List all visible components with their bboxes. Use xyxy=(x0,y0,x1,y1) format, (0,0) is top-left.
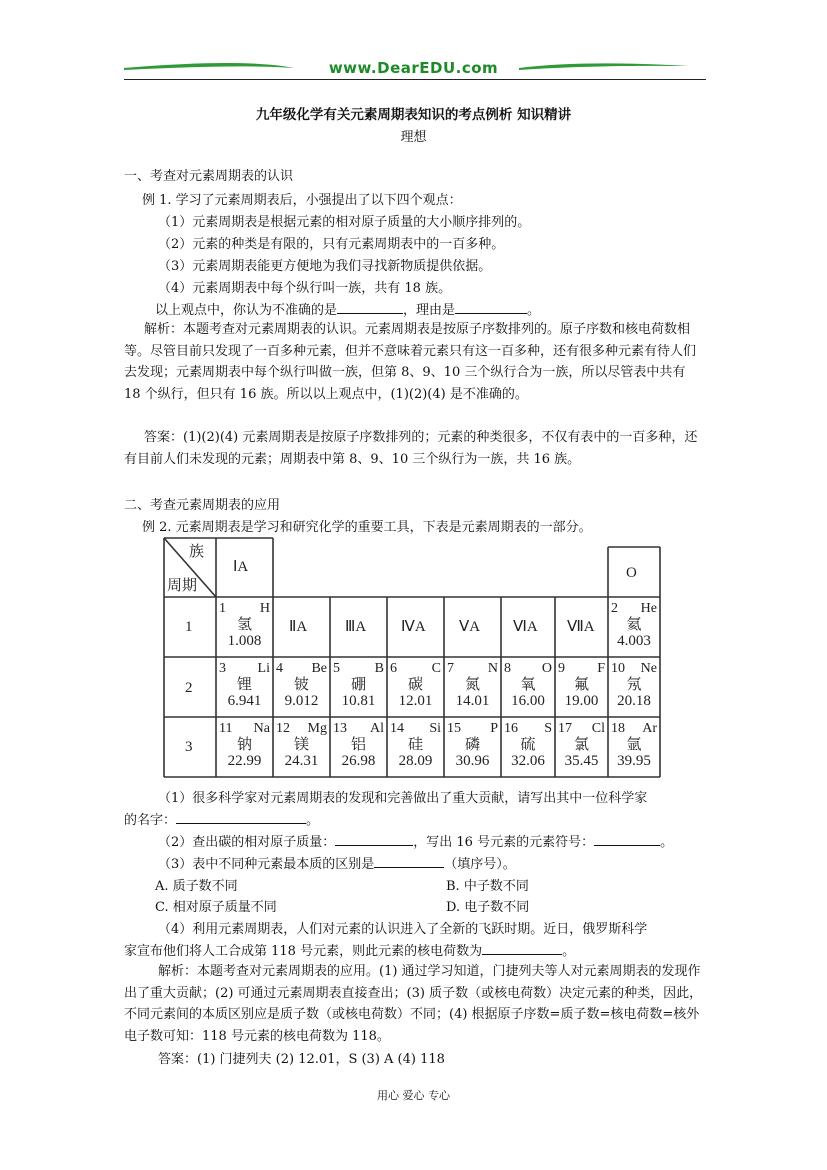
element-cell xyxy=(273,721,330,769)
group-header-5a: ⅤA xyxy=(459,619,481,635)
atomic-number: 18 xyxy=(611,721,625,736)
group-header-6a: ⅥA xyxy=(513,619,538,635)
atomic-mass: 4.003 xyxy=(617,633,651,649)
element-cell xyxy=(444,661,501,709)
element-cell xyxy=(273,661,330,709)
element-name: 磷 xyxy=(464,737,480,753)
example1-answer: 答案：(1)(2)(4) 元素周期表是按原子序数排列的；元素的种类很多，不仅有表中的一百多种，还有目前人们未发现的元素；周期表中第 8、9、10 三个纵行为一族，共 16 族。 xyxy=(124,430,698,467)
element-cell xyxy=(501,661,555,709)
corner-group-label: 族 xyxy=(189,544,205,560)
atomic-number: 6 xyxy=(390,661,397,676)
element-name: 硅 xyxy=(407,737,423,753)
corner-period-label: 周期 xyxy=(167,578,198,594)
element-number-symbol xyxy=(501,661,555,677)
section2-heading: 二、考查元素周期表的应用 xyxy=(124,498,281,513)
answer-blank[interactable] xyxy=(176,809,306,824)
example1-point-1: （1）元素周期表是根据元素的相对原子质量的大小顺序排列的。 xyxy=(158,215,531,230)
element-symbol: Li xyxy=(257,661,270,676)
option-c: C. 相对原子质量不同 xyxy=(155,900,277,915)
option-b: B. 中子数不同 xyxy=(446,879,529,894)
group-header-3a: ⅢA xyxy=(345,619,367,635)
atomic-mass: 6.941 xyxy=(227,693,262,709)
header-divider xyxy=(124,79,706,80)
element-number-symbol xyxy=(444,661,501,677)
atomic-number: 1 xyxy=(219,601,226,616)
example2-analysis: 解析：本题考查对元素周期表的应用。(1) 通过学习知道，门捷列夫等人对元素周期表的发现作出了重大贡献；(2) 可通过元素周期表直接查出；(3) 质子数（或核电荷数）决定元素的种类，因此，不同元素间的本质区别应是质子数（或核电荷数）不同；(4) 根据原子序数=质子数=核电荷数=核外电子数可知：118 号元素的核电荷数为 118。 xyxy=(124,964,703,1044)
atomic-mass: 24.31 xyxy=(284,753,319,769)
option-a: A. 质子数不同 xyxy=(155,879,238,894)
element-name: 氦 xyxy=(626,617,642,633)
atomic-mass: 39.95 xyxy=(617,753,651,769)
group-header-7a: ⅦA xyxy=(567,619,595,635)
element-number-symbol xyxy=(501,721,555,737)
element-name: 锂 xyxy=(236,677,252,693)
q4-line1: （4）利用元素周期表，人们对元素的认识进入了全新的飞跃时期。近日，俄罗斯科学 xyxy=(158,922,648,937)
period-label-2: 2 xyxy=(185,680,193,696)
element-name: 氢 xyxy=(236,617,252,633)
author: 理想 xyxy=(400,130,427,145)
atomic-number: 8 xyxy=(504,661,511,676)
element-number-symbol xyxy=(608,601,660,617)
element-cell xyxy=(330,721,387,769)
atomic-mass: 26.98 xyxy=(341,753,376,769)
atomic-mass: 28.09 xyxy=(398,753,433,769)
element-number-symbol xyxy=(608,721,660,737)
atomic-number: 3 xyxy=(219,661,226,676)
element-cell xyxy=(608,661,660,709)
element-cell xyxy=(608,721,660,769)
atomic-mass: 30.96 xyxy=(455,753,490,769)
element-symbol: N xyxy=(487,661,498,676)
atomic-number: 7 xyxy=(447,661,454,676)
example1-point-4: （4）元素周期表中每个纵行叫一族，共有 18 族。 xyxy=(158,281,452,296)
group-header-2a: ⅡA xyxy=(289,619,308,635)
atomic-number: 5 xyxy=(333,661,340,676)
element-number-symbol xyxy=(555,661,608,677)
element-name: 铝 xyxy=(350,737,366,753)
atomic-mass: 16.00 xyxy=(511,693,545,709)
example1-intro: 例 1. 学习了元素周期表后，小强提出了以下四个观点： xyxy=(142,193,462,208)
element-symbol: Be xyxy=(311,661,327,676)
element-name: 镁 xyxy=(293,737,309,753)
example1-analysis: 解析：本题考查对元素周期表的认识。元素周期表是按原子序数排列的。原子序数和核电荷数相等。尽管目前只发现了一百多种元素，但并不意味着元素只有这一百多种，还有很多种元素有待人们去发现；元素周期表中每个纵行叫做一族，但第 8、9、10 三个纵行合为一族，所以尽管表中共有 18 个纵行，但只有 16 族。所以以上观点中，(1)(2)(4) 是不准确的。 xyxy=(124,322,697,402)
atomic-mass: 20.18 xyxy=(617,693,651,709)
element-number-symbol xyxy=(330,721,387,737)
atomic-mass: 9.012 xyxy=(284,693,319,709)
element-symbol: P xyxy=(490,721,498,736)
example1-point-2: （2）元素的种类是有限的，只有元素周期表中的一百多种。 xyxy=(158,237,505,252)
atomic-number: 16 xyxy=(504,721,518,736)
element-name: 铍 xyxy=(293,677,309,693)
element-number-symbol xyxy=(216,721,273,737)
group-header-4a: ⅣA xyxy=(401,619,426,635)
element-cell xyxy=(216,721,273,769)
atomic-number: 12 xyxy=(276,721,290,736)
element-number-symbol xyxy=(444,721,501,737)
element-symbol: Ne xyxy=(640,661,657,676)
answer-blank[interactable] xyxy=(455,299,527,314)
element-symbol: He xyxy=(640,601,657,616)
element-symbol: Al xyxy=(370,721,384,736)
element-symbol: Na xyxy=(253,721,270,736)
group-header-0: O xyxy=(626,565,637,581)
element-name: 氟 xyxy=(573,677,589,693)
element-number-symbol xyxy=(330,661,387,677)
q1-line2: 的名字： 。 xyxy=(124,809,319,828)
element-name: 硫 xyxy=(520,737,536,753)
example1-question: 以上观点中，你认为不准确的是 ，理由是 。 xyxy=(155,299,540,318)
element-name: 氯 xyxy=(573,737,589,753)
element-name: 氮 xyxy=(464,677,480,693)
element-number-symbol xyxy=(216,601,273,617)
element-cell xyxy=(330,661,387,709)
element-cell xyxy=(501,721,555,769)
element-symbol: Mg xyxy=(307,721,327,736)
element-number-symbol xyxy=(387,661,444,677)
atomic-number: 17 xyxy=(558,721,572,736)
element-symbol: Ar xyxy=(642,721,657,736)
site-name[interactable]: www.DearEDU.com xyxy=(328,59,499,77)
atomic-mass: 22.99 xyxy=(227,753,262,769)
answer-blank[interactable] xyxy=(482,940,562,955)
answer-blank[interactable] xyxy=(374,853,444,868)
element-symbol: O xyxy=(541,661,552,676)
element-name: 氩 xyxy=(626,737,642,753)
page-title: 九年级化学有关元素周期表知识的考点例析 知识精讲 xyxy=(255,107,572,123)
element-symbol: Si xyxy=(429,721,441,736)
q2-line: （2）查出碳的相对原子质量： ，写出 16 号元素的元素符号： 。 xyxy=(158,831,673,850)
element-cell xyxy=(444,721,501,769)
element-cell xyxy=(608,601,660,649)
element-name: 硼 xyxy=(350,677,366,693)
atomic-number: 10 xyxy=(611,661,625,676)
example2-answer: 答案：(1) 门捷列夫 (2) 12.01，S (3) A (4) 118 xyxy=(158,1052,445,1067)
element-symbol: B xyxy=(374,661,384,676)
element-number-symbol xyxy=(273,721,330,737)
element-cell xyxy=(555,721,608,769)
element-cell xyxy=(555,661,608,709)
example1-point-3: （3）元素周期表能更方便地为我们寻找新物质提供依据。 xyxy=(158,259,492,274)
element-cell xyxy=(216,601,273,649)
element-cell xyxy=(216,661,273,709)
atomic-number: 15 xyxy=(447,721,461,736)
atomic-mass: 12.01 xyxy=(398,693,433,709)
element-name: 氖 xyxy=(626,677,642,693)
element-name: 氧 xyxy=(520,677,536,693)
atomic-mass: 32.06 xyxy=(511,753,545,769)
element-name: 碳 xyxy=(407,677,423,693)
element-number-symbol xyxy=(387,721,444,737)
element-cell xyxy=(387,721,444,769)
period-label-1: 1 xyxy=(185,619,193,635)
period-label-3: 3 xyxy=(185,739,193,755)
atomic-number: 9 xyxy=(558,661,565,676)
answer-blank[interactable] xyxy=(594,831,660,846)
answer-blank[interactable] xyxy=(335,831,413,846)
element-symbol: C xyxy=(431,661,441,676)
element-number-symbol xyxy=(608,661,660,677)
atomic-mass: 35.45 xyxy=(564,753,599,769)
atomic-number: 2 xyxy=(611,601,618,616)
element-number-symbol xyxy=(273,661,330,677)
q4-line2: 家宣布他们将人工合成第 118 号元素，则此元素的核电荷数为 。 xyxy=(124,940,575,959)
element-symbol: F xyxy=(597,661,605,676)
answer-blank[interactable] xyxy=(337,299,403,314)
element-cell xyxy=(387,661,444,709)
element-symbol: Cl xyxy=(591,721,605,736)
q1-line1: （1）很多科学家对元素周期表的发现和完善做出了重大贡献，请写出其中一位科学家 xyxy=(158,791,648,806)
element-name: 钠 xyxy=(236,737,252,753)
atomic-number: 14 xyxy=(390,721,404,736)
example2-intro: 例 2. 元素周期表是学习和研究化学的重要工具，下表是元素周期表的一部分。 xyxy=(142,520,592,535)
periodic-table xyxy=(163,537,661,778)
element-number-symbol xyxy=(555,721,608,737)
element-symbol: H xyxy=(259,601,270,616)
element-symbol: S xyxy=(544,721,552,736)
group-header-1a: ⅠA xyxy=(233,559,249,575)
atomic-number: 13 xyxy=(333,721,347,736)
element-number-symbol xyxy=(216,661,273,677)
atomic-number: 4 xyxy=(276,661,283,676)
atomic-mass: 10.81 xyxy=(341,693,376,709)
atomic-mass: 14.01 xyxy=(455,693,490,709)
q3-line: （3）表中不同种元素最本质的区别是 （填序号）。 xyxy=(158,853,516,872)
option-d: D. 电子数不同 xyxy=(446,900,530,915)
atomic-mass: 19.00 xyxy=(564,693,599,709)
atomic-number: 11 xyxy=(219,721,233,736)
atomic-mass: 1.008 xyxy=(227,633,262,649)
footer-motto: 用心 爱心 专心 xyxy=(377,1089,450,1102)
section1-heading: 一、考查对元素周期表的认识 xyxy=(124,169,294,184)
